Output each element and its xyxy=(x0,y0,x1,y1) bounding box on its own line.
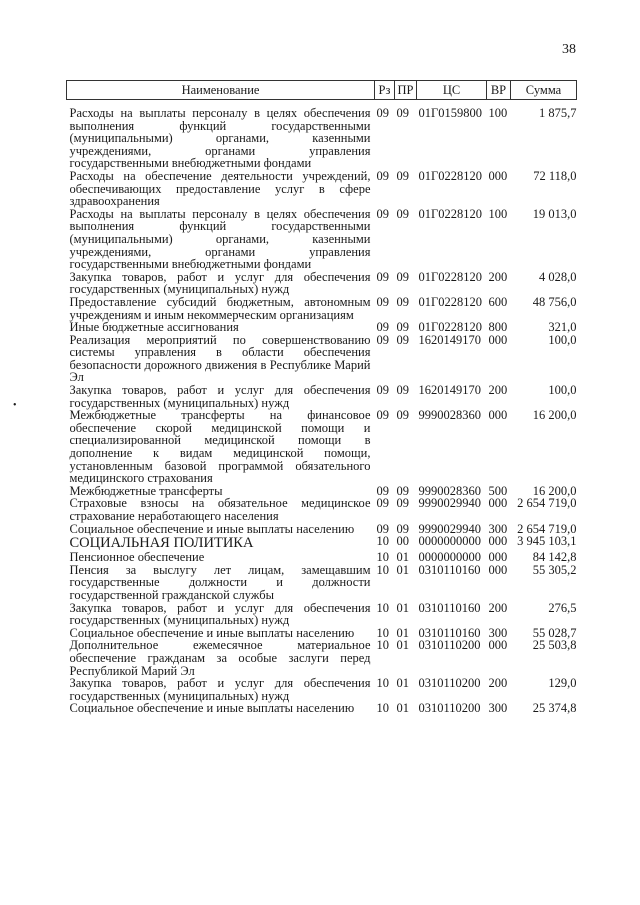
cell-cs: 1620149170 xyxy=(418,332,481,347)
table-row xyxy=(67,334,577,384)
cell-rz: 09 xyxy=(376,496,389,511)
cell-sum: 25 503,8 xyxy=(532,638,577,653)
cell-name: Расходы на обеспечение деятельности учреждений, обеспечивающих предоставление услуг в сфере здравоохранения xyxy=(69,168,371,209)
cell-cs: 0310110200 xyxy=(418,638,481,653)
cell-rz: 09 xyxy=(376,383,389,398)
cell-rz: 10 xyxy=(376,562,389,577)
cell-vr: 300 xyxy=(488,521,508,536)
cell-name: Закупка товаров, работ и услуг для обеспечения государственных (муниципальных) нужд xyxy=(69,269,371,297)
cell-name: Реализация мероприятий по совершенствованию системы управления в области обеспечения безопасности дорожного движения в Республике Марий Эл xyxy=(69,332,371,385)
cell-name: СОЦИАЛЬНАЯ ПОЛИТИКА xyxy=(69,535,254,552)
cell-pr: 09 xyxy=(396,521,409,536)
cell-name: Пенсионное обеспечение xyxy=(69,550,205,565)
table-body xyxy=(67,100,577,715)
page-number: 38 xyxy=(562,42,576,57)
cell-vr: 000 xyxy=(488,332,508,347)
cell-pr: 01 xyxy=(396,600,409,615)
cell-pr: 09 xyxy=(396,294,409,309)
cell-cs: 01Г0228120 xyxy=(418,269,482,284)
cell-vr: 300 xyxy=(488,625,508,640)
cell-vr: 100 xyxy=(488,206,508,221)
cell-vr: 000 xyxy=(488,638,508,653)
cell-vr: 200 xyxy=(488,383,508,398)
cell-vr: 300 xyxy=(488,701,508,716)
cell-vr: 200 xyxy=(488,600,508,615)
cell-vr: 000 xyxy=(488,496,508,511)
cell-cs: 01Г0159800 xyxy=(418,106,482,120)
budget-table-container xyxy=(66,80,576,715)
table-row xyxy=(67,271,577,296)
cell-cs: 9990028360 xyxy=(418,483,481,498)
cell-rz: 09 xyxy=(376,206,389,221)
cell-name: Расходы на выплаты персоналу в целях обеспечения выполнения функций государственными (муниципальными) органами, казенными учреждениями, органами управления государственными внебюджетными фондами xyxy=(69,206,371,272)
cell-pr: 09 xyxy=(396,332,409,347)
cell-sum: 84 142,8 xyxy=(532,550,577,565)
table-header xyxy=(67,81,577,100)
cell-name: Предоставление субсидий бюджетным, автономным учреждениям и иным некоммерческим организациям xyxy=(69,294,371,322)
table-row xyxy=(67,384,577,409)
cell-vr: 600 xyxy=(488,294,508,309)
cell-cs: 1620149170 xyxy=(418,383,481,398)
cell-cs: 0310110160 xyxy=(418,562,481,577)
cell-pr: 01 xyxy=(396,562,409,577)
cell-name: Закупка товаров, работ и услуг для обеспечения государственных (муниципальных) нужд xyxy=(69,600,371,628)
cell-pr: 09 xyxy=(396,168,409,183)
cell-sum: 3 945 103,1 xyxy=(517,534,577,549)
cell-sum: 1 875,7 xyxy=(539,106,577,120)
cell-cs: 01Г0228120 xyxy=(418,294,482,309)
cell-pr: 09 xyxy=(396,483,409,498)
table-row xyxy=(67,100,577,170)
table-row xyxy=(67,497,577,522)
cell-name: Страховые взносы на обязательное медицинское страхование неработающего населения xyxy=(69,496,371,523)
cell-sum: 19 013,0 xyxy=(532,206,577,221)
cell-name: Социальное обеспечение и иные выплаты населению xyxy=(69,701,355,716)
table-row xyxy=(67,409,577,485)
cell-vr: 000 xyxy=(488,562,508,577)
cell-rz: 10 xyxy=(376,625,389,640)
cell-sum: 276,5 xyxy=(548,600,577,615)
cell-vr: 000 xyxy=(488,408,508,423)
header-cs: ЦС xyxy=(417,81,487,100)
cell-sum: 129,0 xyxy=(548,676,577,691)
cell-pr: 09 xyxy=(396,496,409,511)
table-row xyxy=(67,602,577,627)
cell-pr: 01 xyxy=(396,701,409,716)
cell-vr: 000 xyxy=(488,534,508,549)
table-row xyxy=(67,535,577,551)
cell-sum: 2 654 719,0 xyxy=(517,496,577,511)
cell-pr: 01 xyxy=(396,550,409,565)
header-name: Наименование xyxy=(67,81,375,100)
cell-rz: 09 xyxy=(376,332,389,347)
cell-vr: 000 xyxy=(488,168,508,183)
cell-sum: 55 028,7 xyxy=(532,625,577,640)
table-row xyxy=(67,564,577,602)
cell-name: Пенсия за выслугу лет лицам, замещавшим государственные должности и должности государственной гражданской службы xyxy=(69,562,371,602)
table-row xyxy=(67,170,577,208)
cell-vr: 800 xyxy=(488,320,508,335)
cell-sum: 25 374,8 xyxy=(532,701,577,716)
cell-cs: 01Г0228120 xyxy=(418,320,482,335)
scan-artifact-dot: • xyxy=(13,400,17,411)
cell-cs: 01Г0228120 xyxy=(418,168,482,183)
cell-cs: 0000000000 xyxy=(418,550,481,565)
cell-pr: 09 xyxy=(396,106,409,120)
table-row xyxy=(67,551,577,564)
cell-name: Закупка товаров, работ и услуг для обеспечения государственных (муниципальных) нужд xyxy=(69,383,371,410)
cell-rz: 10 xyxy=(376,550,389,565)
cell-cs: 9990028360 xyxy=(418,408,481,423)
table-row xyxy=(67,296,577,321)
cell-cs: 0310110160 xyxy=(418,625,481,640)
cell-cs: 0310110200 xyxy=(418,676,481,691)
cell-cs: 9990029940 xyxy=(418,496,481,511)
cell-name: Расходы на выплаты персоналу в целях обеспечения выполнения функций государственными (муниципальными) органами, казенными учреждениями, органами управления государственными внебюджетными фондами xyxy=(69,106,371,171)
cell-sum: 4 028,0 xyxy=(539,269,577,284)
cell-pr: 09 xyxy=(396,383,409,398)
cell-cs: 01Г0228120 xyxy=(418,206,482,221)
budget-table xyxy=(66,80,577,715)
cell-pr: 00 xyxy=(396,534,409,549)
cell-name: Социальное обеспечение и иные выплаты населению xyxy=(69,625,355,640)
cell-sum: 100,0 xyxy=(548,383,577,398)
cell-pr: 01 xyxy=(396,625,409,640)
cell-pr: 09 xyxy=(396,408,409,423)
cell-vr: 200 xyxy=(488,269,508,284)
cell-name: Иные бюджетные ассигнования xyxy=(69,320,239,335)
cell-vr: 100 xyxy=(488,106,508,120)
cell-sum: 48 756,0 xyxy=(532,294,577,309)
cell-cs: 9990029940 xyxy=(418,521,481,536)
cell-name: Социальное обеспечение и иные выплаты населению xyxy=(69,521,355,536)
cell-name: Закупка товаров, работ и услуг для обеспечения государственных (муниципальных) нужд xyxy=(69,676,371,703)
cell-rz: 10 xyxy=(376,638,389,653)
cell-name: Межбюджетные трансферты на финансовое обеспечение скорой медицинской помощи и специализированной медицинской помощи в дополнение к видам медицинской помощи, установленным базовой программой обязательного медицинского страхования xyxy=(69,408,371,486)
cell-sum: 16 200,0 xyxy=(532,408,577,423)
cell-pr: 09 xyxy=(396,320,409,335)
cell-rz: 09 xyxy=(376,483,389,498)
cell-name: Дополнительное ежемесячное материальное обеспечение гражданам за особые заслуги перед Республикой Марий Эл xyxy=(69,638,371,678)
cell-vr: 000 xyxy=(488,550,508,565)
cell-name: Межбюджетные трансферты xyxy=(69,483,223,498)
cell-rz: 09 xyxy=(376,294,389,309)
cell-rz: 09 xyxy=(376,269,389,284)
cell-cs: 0000000000 xyxy=(418,534,481,549)
cell-rz: 10 xyxy=(376,600,389,615)
cell-sum: 16 200,0 xyxy=(532,483,577,498)
cell-rz: 09 xyxy=(376,106,389,120)
cell-rz: 09 xyxy=(376,521,389,536)
cell-rz: 10 xyxy=(376,701,389,716)
cell-sum: 55 305,2 xyxy=(532,562,577,577)
table-row xyxy=(67,677,577,702)
cell-vr: 200 xyxy=(488,676,508,691)
cell-sum: 321,0 xyxy=(548,320,577,335)
cell-pr: 01 xyxy=(396,638,409,653)
cell-rz: 09 xyxy=(376,320,389,335)
cell-rz: 10 xyxy=(376,534,389,549)
cell-rz: 09 xyxy=(376,168,389,183)
cell-rz: 09 xyxy=(376,408,389,423)
header-sum: Сумма xyxy=(511,81,577,100)
cell-sum: 72 118,0 xyxy=(533,168,577,183)
cell-cs: 0310110200 xyxy=(418,701,481,716)
cell-pr: 09 xyxy=(396,206,409,221)
header-pr: ПР xyxy=(395,81,417,100)
table-row xyxy=(67,702,577,715)
cell-sum: 100,0 xyxy=(548,332,577,347)
table-row xyxy=(67,639,577,677)
header-rz: Рз xyxy=(375,81,395,100)
cell-sum: 2 654 719,0 xyxy=(517,521,577,536)
table-row xyxy=(67,208,577,271)
cell-rz: 10 xyxy=(376,676,389,691)
cell-vr: 500 xyxy=(488,483,508,498)
cell-pr: 09 xyxy=(396,269,409,284)
cell-cs: 0310110160 xyxy=(418,600,481,615)
table-row xyxy=(67,321,577,334)
cell-pr: 01 xyxy=(396,676,409,691)
header-vr: ВР xyxy=(487,81,511,100)
